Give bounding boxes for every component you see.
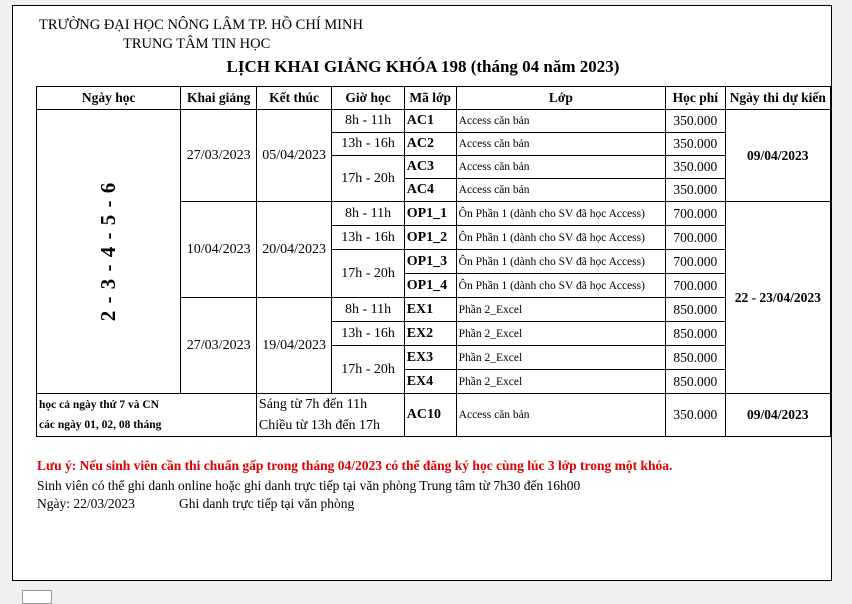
class-code-cell: EX1 bbox=[404, 298, 456, 322]
exam-date-cell: 09/04/2023 bbox=[725, 394, 830, 437]
time-cell: 13h - 16h bbox=[332, 322, 404, 346]
class-name-cell: Phần 2_Excel bbox=[456, 370, 665, 394]
exam-date-cell: 09/04/2023 bbox=[725, 110, 830, 202]
end-date-cell: 05/04/2023 bbox=[256, 110, 331, 202]
fee-cell: 850.000 bbox=[666, 298, 726, 322]
time-cell: 8h - 11h bbox=[332, 202, 404, 226]
class-code-cell: AC1 bbox=[404, 110, 456, 133]
sheet-tab[interactable] bbox=[22, 590, 52, 604]
university-name: TRƯỜNG ĐẠI HỌC NÔNG LÂM TP. HỒ CHÍ MINH bbox=[39, 17, 363, 33]
exam-date-cell: 22 - 23/04/2023 bbox=[725, 202, 830, 394]
table-row-weekend bbox=[37, 394, 831, 437]
weekday-label: 2 - 3 - 4 - 5 - 6 bbox=[96, 181, 121, 322]
schedule-sheet bbox=[12, 5, 832, 581]
class-name-cell: Ôn Phần 1 (dành cho SV đã học Access) bbox=[456, 274, 665, 298]
class-code-cell: OP1_4 bbox=[404, 274, 456, 298]
fee-cell: 700.000 bbox=[666, 274, 726, 298]
weekend-days-cell bbox=[37, 394, 257, 437]
class-name-cell: Ôn Phần 1 (dành cho SV đã học Access) bbox=[456, 202, 665, 226]
fee-cell: 350.000 bbox=[666, 110, 726, 133]
fee-cell: 850.000 bbox=[666, 322, 726, 346]
class-name-cell: Ôn Phần 1 (dành cho SV đã học Access) bbox=[456, 226, 665, 250]
time-cell: 8h - 11h bbox=[332, 298, 404, 322]
fee-cell: 700.000 bbox=[666, 202, 726, 226]
class-code-cell: EX3 bbox=[404, 346, 456, 370]
fee-cell: 850.000 bbox=[666, 370, 726, 394]
class-code-cell: OP1_3 bbox=[404, 250, 456, 274]
weekend-days-line: học cả ngày thứ 7 và CN bbox=[39, 399, 159, 411]
start-date-cell: 27/03/2023 bbox=[181, 110, 256, 202]
class-name-cell: Phần 2_Excel bbox=[456, 298, 665, 322]
fee-cell: 350.000 bbox=[666, 394, 726, 437]
time-cell: 13h - 16h bbox=[332, 133, 404, 156]
col-header-start: Khai giảng bbox=[181, 87, 256, 110]
fee-cell: 350.000 bbox=[666, 133, 726, 156]
class-name-cell: Access căn bản bbox=[456, 110, 665, 133]
col-header-end: Kết thúc bbox=[256, 87, 331, 110]
page-title: LỊCH KHAI GIẢNG KHÓA 198 (tháng 04 năm 2023) bbox=[226, 57, 620, 76]
class-name-cell: Ôn Phần 1 (dành cho SV đã học Access) bbox=[456, 250, 665, 274]
col-header-exam: Ngày thi dự kiến bbox=[725, 87, 830, 110]
col-header-class: Lớp bbox=[456, 87, 665, 110]
class-name-cell: Phần 2_Excel bbox=[456, 322, 665, 346]
schedule-table bbox=[36, 86, 831, 437]
end-date-cell: 19/04/2023 bbox=[256, 298, 331, 394]
fee-cell: 850.000 bbox=[666, 346, 726, 370]
col-header-days: Ngày học bbox=[37, 87, 181, 110]
table-header-row bbox=[37, 87, 831, 110]
time-cell: 13h - 16h bbox=[332, 226, 404, 250]
note-text: Lưu ý: Nếu sinh viên cần thi chuẩn gấp trong tháng 04/2023 có thể đăng ký học cùng lúc 3 lớp trong một khóa. bbox=[37, 458, 673, 473]
weekday-cell bbox=[37, 110, 181, 394]
class-code-cell: AC4 bbox=[404, 179, 456, 202]
weekend-time-cell bbox=[256, 394, 404, 437]
table-row bbox=[37, 110, 831, 133]
class-code-cell: EX4 bbox=[404, 370, 456, 394]
col-header-fee: Học phí bbox=[666, 87, 726, 110]
class-name-cell: Access căn bản bbox=[456, 394, 665, 437]
weekend-days-line: các ngày 01, 02, 08 tháng bbox=[39, 419, 162, 431]
start-date-cell: 10/04/2023 bbox=[181, 202, 256, 298]
class-code-cell: OP1_2 bbox=[404, 226, 456, 250]
time-cell: 17h - 20h bbox=[332, 250, 404, 298]
center-name: TRUNG TÂM TIN HỌC bbox=[123, 36, 271, 52]
fee-cell: 350.000 bbox=[666, 179, 726, 202]
class-code-cell: OP1_1 bbox=[404, 202, 456, 226]
class-name-cell: Phần 2_Excel bbox=[456, 346, 665, 370]
end-date-cell: 20/04/2023 bbox=[256, 202, 331, 298]
time-cell: 8h - 11h bbox=[332, 110, 404, 133]
col-header-code: Mã lớp bbox=[404, 87, 456, 110]
class-code-cell: AC2 bbox=[404, 133, 456, 156]
class-name-cell: Access căn bản bbox=[456, 156, 665, 179]
weekend-time-line: Chiều từ 13h đến 17h bbox=[258, 418, 381, 433]
weekend-time-line: Sáng từ 7h đến 11h bbox=[258, 397, 368, 412]
fee-cell: 700.000 bbox=[666, 250, 726, 274]
col-header-time: Giờ học bbox=[332, 87, 404, 110]
class-name-cell: Access căn bản bbox=[456, 179, 665, 202]
date-text: Ngày: 22/03/2023 bbox=[37, 496, 135, 511]
time-cell: 17h - 20h bbox=[332, 346, 404, 394]
info-text: Sinh viên có thể ghi danh online hoặc ghi danh trực tiếp tại văn phòng Trung tâm từ 7h30 đến 16h00 bbox=[37, 478, 581, 493]
time-cell: 17h - 20h bbox=[332, 156, 404, 202]
register-text: Ghi danh trực tiếp tại văn phòng bbox=[179, 496, 355, 511]
class-code-cell: EX2 bbox=[404, 322, 456, 346]
start-date-cell: 27/03/2023 bbox=[181, 298, 256, 394]
fee-cell: 350.000 bbox=[666, 156, 726, 179]
class-code-cell: AC3 bbox=[404, 156, 456, 179]
class-code-cell: AC10 bbox=[404, 394, 456, 437]
fee-cell: 700.000 bbox=[666, 226, 726, 250]
class-name-cell: Access căn bản bbox=[456, 133, 665, 156]
